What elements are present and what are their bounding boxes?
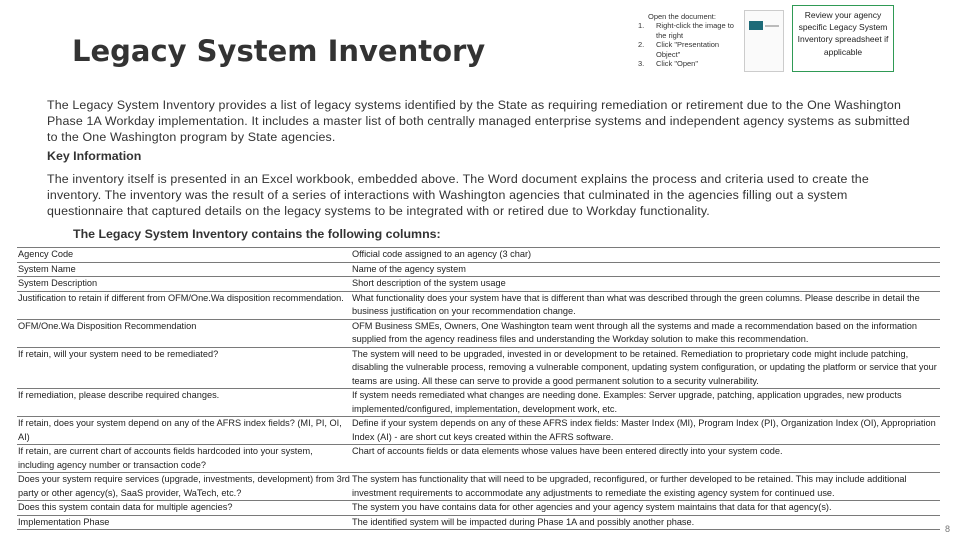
column-name: If retain, are current chart of accounts fields hardcoded into your system, including agency number or transaction code? bbox=[17, 445, 352, 473]
step-text: Click "Presentation Object" bbox=[656, 40, 720, 59]
column-name: If remediation, please describe required changes. bbox=[17, 389, 352, 417]
table-row bbox=[17, 389, 940, 417]
table-row bbox=[17, 473, 940, 501]
document-title-bar bbox=[765, 25, 779, 27]
review-callout-box: Review your agency specific Legacy System Inventory spreadsheet if applicable bbox=[792, 5, 894, 72]
column-name: OFM/One.Wa Disposition Recommendation bbox=[17, 319, 352, 347]
column-name: If retain, will your system need to be remediated? bbox=[17, 347, 352, 389]
table-row bbox=[17, 319, 940, 347]
column-description: OFM Business SMEs, Owners, One Washington team went through all the systems and made a recommendation based on the information supplied from the agency readiness files and understanding the Workday solution to make this recommendation. bbox=[352, 319, 940, 347]
column-name: Implementation Phase bbox=[17, 515, 352, 530]
document-logo-icon bbox=[749, 21, 763, 30]
table-row bbox=[17, 417, 940, 445]
column-name: Agency Code bbox=[17, 248, 352, 263]
column-name: Justification to retain if different from OFM/One.Wa disposition recommendation. bbox=[17, 291, 352, 319]
table-row bbox=[17, 347, 940, 389]
table-row bbox=[17, 277, 940, 292]
column-description: Chart of accounts fields or data elements whose values have been entered directly into your system code. bbox=[352, 445, 940, 473]
instruction-step bbox=[638, 40, 738, 59]
column-name: System Description bbox=[17, 277, 352, 292]
step-number: 3. bbox=[638, 59, 645, 69]
column-description: Define if your system depends on any of these AFRS index fields: Master Index (MI), Program Index (PI), Organization Index (OI), Appropriation Index (AI) - are short cut keys created within the AFRS software. bbox=[352, 417, 940, 445]
table-row bbox=[17, 515, 940, 530]
column-name: If retain, does your system depend on any of the AFRS index fields? (MI, PI, OI, AI) bbox=[17, 417, 352, 445]
instructions-heading: Open the document: bbox=[648, 12, 716, 21]
page-number: 8 bbox=[944, 524, 950, 534]
key-information-heading: Key Information bbox=[47, 149, 142, 163]
step-text: Click "Open" bbox=[656, 59, 699, 69]
step-text: Right-click the image to the right bbox=[656, 21, 734, 40]
instruction-step bbox=[638, 21, 738, 40]
column-description: Short description of the system usage bbox=[352, 277, 940, 292]
columns-table bbox=[17, 247, 940, 530]
intro-paragraph: The Legacy System Inventory provides a list of legacy systems identified by the State as requiring remediation or retirement due to the One Washington Phase 1A Workday implementation. It includes a master list of both centrally managed enterprise systems and independent agency systems as submitted to the One Washington program by State agencies. bbox=[47, 98, 910, 144]
instructions-steps bbox=[638, 21, 738, 68]
column-description: The system you have contains data for other agencies and your agency system maintains that data for that agency(s). bbox=[352, 501, 940, 516]
open-document-instructions bbox=[638, 12, 738, 68]
column-name: Does this system contain data for multiple agencies? bbox=[17, 501, 352, 516]
column-name: System Name bbox=[17, 262, 352, 277]
table-row bbox=[17, 445, 940, 473]
column-description: Name of the agency system bbox=[352, 262, 940, 277]
table-row bbox=[17, 291, 940, 319]
columns-heading: The Legacy System Inventory contains the following columns: bbox=[73, 227, 441, 241]
column-description: The system has functionality that will need to be upgraded, reconfigured, or further developed to be retained. This may include additional investment requirements to accommodate any adjustments to remediate the existing agency system for continued use. bbox=[352, 473, 940, 501]
step-number: 1. bbox=[638, 21, 645, 31]
column-description: The identified system will be impacted during Phase 1A and possibly another phase. bbox=[352, 515, 940, 530]
column-name: Does your system require services (upgrade, investments, development) from 3rd party or other agency(s), SaaS provider, WaTech, etc.? bbox=[17, 473, 352, 501]
column-description: What functionality does your system have that is different than what was described through the green columns. Please describe in detail the business justification on your recommendation change. bbox=[352, 291, 940, 319]
page-title: Legacy System Inventory bbox=[72, 34, 486, 68]
column-description: The system will need to be upgraded, invested in or development to be retained. Remediation to proprietary code might include patching, disabling the vulnerable process, removing a vulnerable component, updating system configuration, or updating the platform or service that your teams are using. All these can serve to provide a good permanent solution to a security vulnerability. bbox=[352, 347, 940, 389]
table-row bbox=[17, 501, 940, 516]
step-number: 2. bbox=[638, 40, 645, 50]
table-row bbox=[17, 248, 940, 263]
column-description: Official code assigned to an agency (3 char) bbox=[352, 248, 940, 263]
instruction-step bbox=[638, 59, 738, 68]
embedded-document-thumbnail[interactable] bbox=[744, 10, 784, 72]
column-description: If system needs remediated what changes are needing done. Examples: Server upgrade, patching, application upgrades, new products implemented/configured, implementation, development work, etc. bbox=[352, 389, 940, 417]
inventory-paragraph: The inventory itself is presented in an Excel workbook, embedded above. The Word document explains the process and criteria used to create the inventory. The inventory was the result of a series of interactions with Washington agencies that culminated in the agencies filling out a system questionnaire that captured details on the legacy systems to be integrated with or retired due to Workday functionality. bbox=[47, 172, 869, 218]
table-row bbox=[17, 262, 940, 277]
